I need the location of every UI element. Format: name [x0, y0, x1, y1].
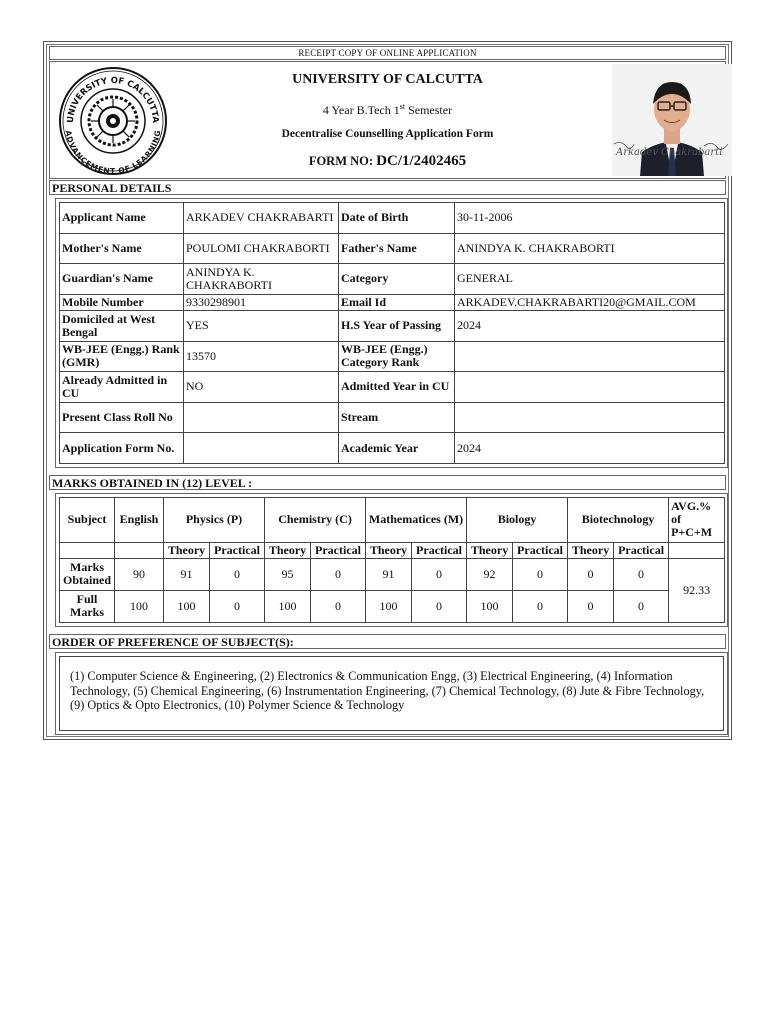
biotechnology-header: Biotechnology	[568, 498, 669, 543]
chemistry-practical-header: Practical	[311, 542, 366, 558]
wbjee-rank-value: 13570	[184, 341, 339, 372]
biology-theory-header: Theory	[467, 542, 513, 558]
personal-details-title: PERSONAL DETAILS	[49, 180, 726, 195]
blank-cell	[60, 542, 115, 558]
hs-year-value: 2024	[455, 311, 725, 342]
personal-details-table	[59, 202, 725, 464]
svg-text:UNIVERSITY OF CALCUTTA: UNIVERSITY OF CALCUTTA	[65, 75, 161, 124]
mathematics-practical-obtained: 0	[412, 558, 467, 590]
marks-obtained-label: Marks Obtained	[60, 558, 115, 590]
marks-box	[55, 493, 728, 627]
table-row	[60, 311, 725, 342]
table-row	[60, 372, 725, 403]
photo-signature: Arkadev Chakrabarti	[616, 147, 723, 158]
table-row	[60, 402, 725, 433]
subject-header: Subject	[60, 498, 115, 543]
biology-theory-obtained: 92	[467, 558, 513, 590]
biotechnology-practical-header: Practical	[614, 542, 669, 558]
mathematics-practical-full: 0	[412, 590, 467, 622]
biology-theory-full: 100	[467, 590, 513, 622]
full-marks-label: Full Marks	[60, 590, 115, 622]
wbjee-category-rank-label: WB-JEE (Engg.) Category Rank	[339, 341, 455, 372]
chemistry-practical-full: 0	[311, 590, 366, 622]
guardian-name-value: ANINDYA K. CHAKRABORTI	[184, 264, 339, 295]
biology-practical-obtained: 0	[513, 558, 568, 590]
mother-name-value: POULOMI CHAKRABORTI	[184, 233, 339, 264]
mathematics-theory-full: 100	[366, 590, 412, 622]
applicant-photo	[612, 64, 732, 176]
applicant-name-value: ARKADEV CHAKRABARTI	[184, 203, 339, 234]
preference-box	[55, 652, 728, 735]
receipt-inner-border	[46, 44, 729, 737]
application-receipt	[43, 41, 732, 740]
father-name-label: Father's Name	[339, 233, 455, 264]
email-label: Email Id	[339, 294, 455, 310]
course-prefix: 4 Year B.Tech 1	[322, 103, 400, 117]
guardian-name-label: Guardian's Name	[60, 264, 184, 295]
marks-title: MARKS OBTAINED IN (12) LEVEL :	[49, 475, 726, 490]
application-form-no-value	[184, 433, 339, 464]
biotechnology-theory-header: Theory	[568, 542, 614, 558]
table-row	[60, 498, 725, 543]
dob-label: Date of Birth	[339, 203, 455, 234]
biotechnology-practical-full: 0	[614, 590, 669, 622]
mobile-label: Mobile Number	[60, 294, 184, 310]
physics-practical-full: 0	[210, 590, 265, 622]
table-row	[60, 590, 725, 622]
course-suffix: Semester	[405, 103, 453, 117]
physics-theory-header: Theory	[164, 542, 210, 558]
table-row	[60, 233, 725, 264]
roll-no-value	[184, 402, 339, 433]
average-value: 92.33	[669, 558, 725, 622]
biotechnology-theory-full: 0	[568, 590, 614, 622]
table-row	[60, 558, 725, 590]
category-value: GENERAL	[455, 264, 725, 295]
email-value: ARKADEV.CHAKRABARTI20@GMAIL.COM	[455, 294, 725, 310]
biotechnology-practical-obtained: 0	[614, 558, 669, 590]
form-number-value: DC/1/2402465	[376, 153, 467, 169]
chemistry-header: Chemistry (C)	[265, 498, 366, 543]
wbjee-rank-label: WB-JEE (Engg.) Rank (GMR)	[60, 341, 184, 372]
academic-year-label: Academic Year	[339, 433, 455, 464]
physics-practical-header: Practical	[210, 542, 265, 558]
mathematics-header: Mathematices (M)	[366, 498, 467, 543]
applicant-name-label: Applicant Name	[60, 203, 184, 234]
blank-cell	[115, 542, 164, 558]
mother-name-label: Mother's Name	[60, 233, 184, 264]
admitted-cu-value: NO	[184, 372, 339, 403]
admitted-cu-label: Already Admitted in CU	[60, 372, 184, 403]
physics-header: Physics (P)	[164, 498, 265, 543]
domiciled-value: YES	[184, 311, 339, 342]
hs-year-label: H.S Year of Passing	[339, 311, 455, 342]
application-form-no-label: Application Form No.	[60, 433, 184, 464]
domiciled-label: Domiciled at West Bengal	[60, 311, 184, 342]
chemistry-theory-header: Theory	[265, 542, 311, 558]
biology-practical-full: 0	[513, 590, 568, 622]
english-header: English	[115, 498, 164, 543]
admitted-year-value	[455, 372, 725, 403]
admitted-year-label: Admitted Year in CU	[339, 372, 455, 403]
physics-theory-obtained: 91	[164, 558, 210, 590]
chemistry-theory-full: 100	[265, 590, 311, 622]
biology-header: Biology	[467, 498, 568, 543]
preference-text: (1) Computer Science & Engineering, (2) Electronics & Communication Engg, (3) Electrical Engineering, (4) Information Technology, (5) Chemical Engineering, (6) Instrumentation Engineering, (7) Chemical Technology, (8) Jute & Fibre Technology, (9) Optics & Opto Electronics, (10) Polymer Science & Technology	[59, 656, 724, 731]
header	[49, 61, 726, 179]
english-obtained: 90	[115, 558, 164, 590]
physics-practical-obtained: 0	[210, 558, 265, 590]
category-label: Category	[339, 264, 455, 295]
biotechnology-theory-obtained: 0	[568, 558, 614, 590]
form-title: Decentralise Counselling Application Form	[281, 128, 494, 140]
dob-value: 30-11-2006	[455, 203, 725, 234]
receipt-title: RECEIPT COPY OF ONLINE APPLICATION	[49, 46, 726, 60]
father-name-value: ANINDYA K. CHAKRABORTI	[455, 233, 725, 264]
table-row	[60, 341, 725, 372]
mathematics-practical-header: Practical	[412, 542, 467, 558]
english-full: 100	[115, 590, 164, 622]
svg-text:ADVANCEMENT OF LEARNING: ADVANCEMENT OF LEARNING	[63, 129, 163, 176]
course-superscript: st	[399, 102, 406, 111]
university-name: UNIVERSITY OF CALCUTTA	[292, 72, 483, 87]
mathematics-theory-header: Theory	[366, 542, 412, 558]
avg-header: AVG.% of P+C+M	[669, 498, 725, 543]
chemistry-theory-obtained: 95	[265, 558, 311, 590]
mathematics-theory-obtained: 91	[366, 558, 412, 590]
table-row	[60, 203, 725, 234]
roll-no-label: Present Class Roll No	[60, 402, 184, 433]
wbjee-category-rank-value	[455, 341, 725, 372]
table-row	[60, 433, 725, 464]
academic-year-value: 2024	[455, 433, 725, 464]
chemistry-practical-obtained: 0	[311, 558, 366, 590]
stream-label: Stream	[339, 402, 455, 433]
personal-details-box	[55, 198, 728, 468]
mobile-value: 9330298901	[184, 294, 339, 310]
table-row	[60, 264, 725, 295]
marks-table	[59, 497, 725, 623]
table-row	[60, 294, 725, 310]
table-row	[60, 542, 725, 558]
blank-cell	[669, 542, 725, 558]
preference-title: ORDER OF PREFERENCE OF SUBJECT(S):	[49, 634, 726, 649]
form-number-label: FORM NO:	[308, 154, 374, 168]
physics-theory-full: 100	[164, 590, 210, 622]
stream-value	[455, 402, 725, 433]
biology-practical-header: Practical	[513, 542, 568, 558]
